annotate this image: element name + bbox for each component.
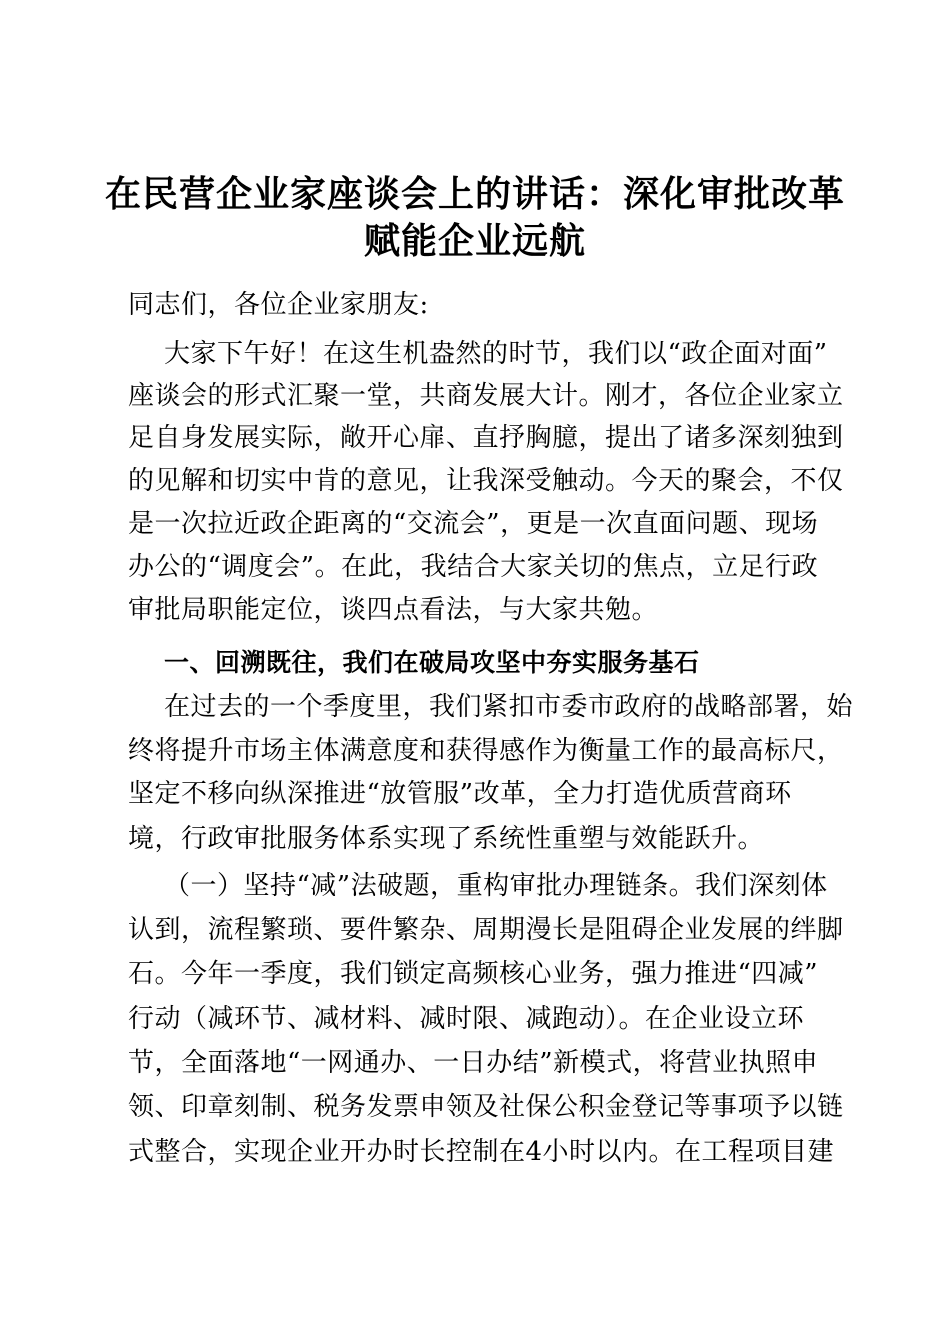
paragraph-line: 大家下午好！在这生机盎然的时节，我们以“政企面对面” [164, 339, 828, 369]
paragraph-line: 石。今年一季度，我们锁定高频核心业务，强力推进“四减” [128, 959, 819, 989]
paragraph-line: 足自身发展实际，敞开心扉、直抒胸臆，提出了诸多深刻独到 [128, 423, 844, 453]
paragraph-line: 认到，流程繁琐、要件繁杂、周期漫长是阻碍企业发展的绊脚 [128, 915, 844, 945]
paragraph-line: 的见解和切实中肯的意见，让我深受触动。今天的聚会，不仅 [128, 466, 844, 496]
paragraph-line: 审批局职能定位，谈四点看法，与大家共勉。 [128, 595, 659, 625]
section-heading-1: 一、回溯既往，我们在破局攻坚中夯实服务基石 [164, 648, 700, 677]
paragraph-line: 座谈会的形式汇聚一堂，共商发展大计。刚才，各位企业家立 [128, 381, 844, 411]
paragraph-line: 境，行政审批服务体系实现了系统性重塑与效能跃升。 [128, 824, 765, 854]
paragraph-line: 终将提升市场主体满意度和获得感作为衡量工作的最高标尺， [128, 736, 844, 766]
paragraph-line: 在过去的一个季度里，我们紧扣市委市政府的战略部署，始 [164, 692, 854, 722]
salutation: 同志们，各位企业家朋友: [128, 290, 429, 320]
paragraph-line: （一）坚持“减”法破题，重构审批办理链条。我们深刻体 [164, 871, 828, 901]
paragraph-line: 办公的“调度会”。在此，我结合大家关切的焦点，立足行政 [128, 552, 819, 582]
paragraph-line: 是一次拉近政企距离的“交流会”，更是一次直面问题、现场 [128, 509, 819, 539]
paragraph-line: 坚定不移向纵深推进“放管服”改革，全力打造优质营商环 [128, 779, 792, 809]
paragraph-line: 领、印章刻制、税务发票申领及社保公积金登记等事项予以链 [128, 1092, 844, 1122]
document-title-line-2: 赋能企业远航 [363, 221, 586, 262]
paragraph-line: 行动（减环节、减材料、减时限、减跑动）。在企业设立环 [128, 1004, 805, 1034]
paragraph-line: 节，全面落地“一网通办、一日办结”新模式，将营业执照申 [128, 1048, 819, 1078]
document-title-line-1: 在民营企业家座谈会上的讲话：深化审批改革 [104, 174, 845, 215]
paragraph-line: 式整合，实现企业开办时长控制在4小时以内。在工程项目建 [128, 1137, 835, 1167]
